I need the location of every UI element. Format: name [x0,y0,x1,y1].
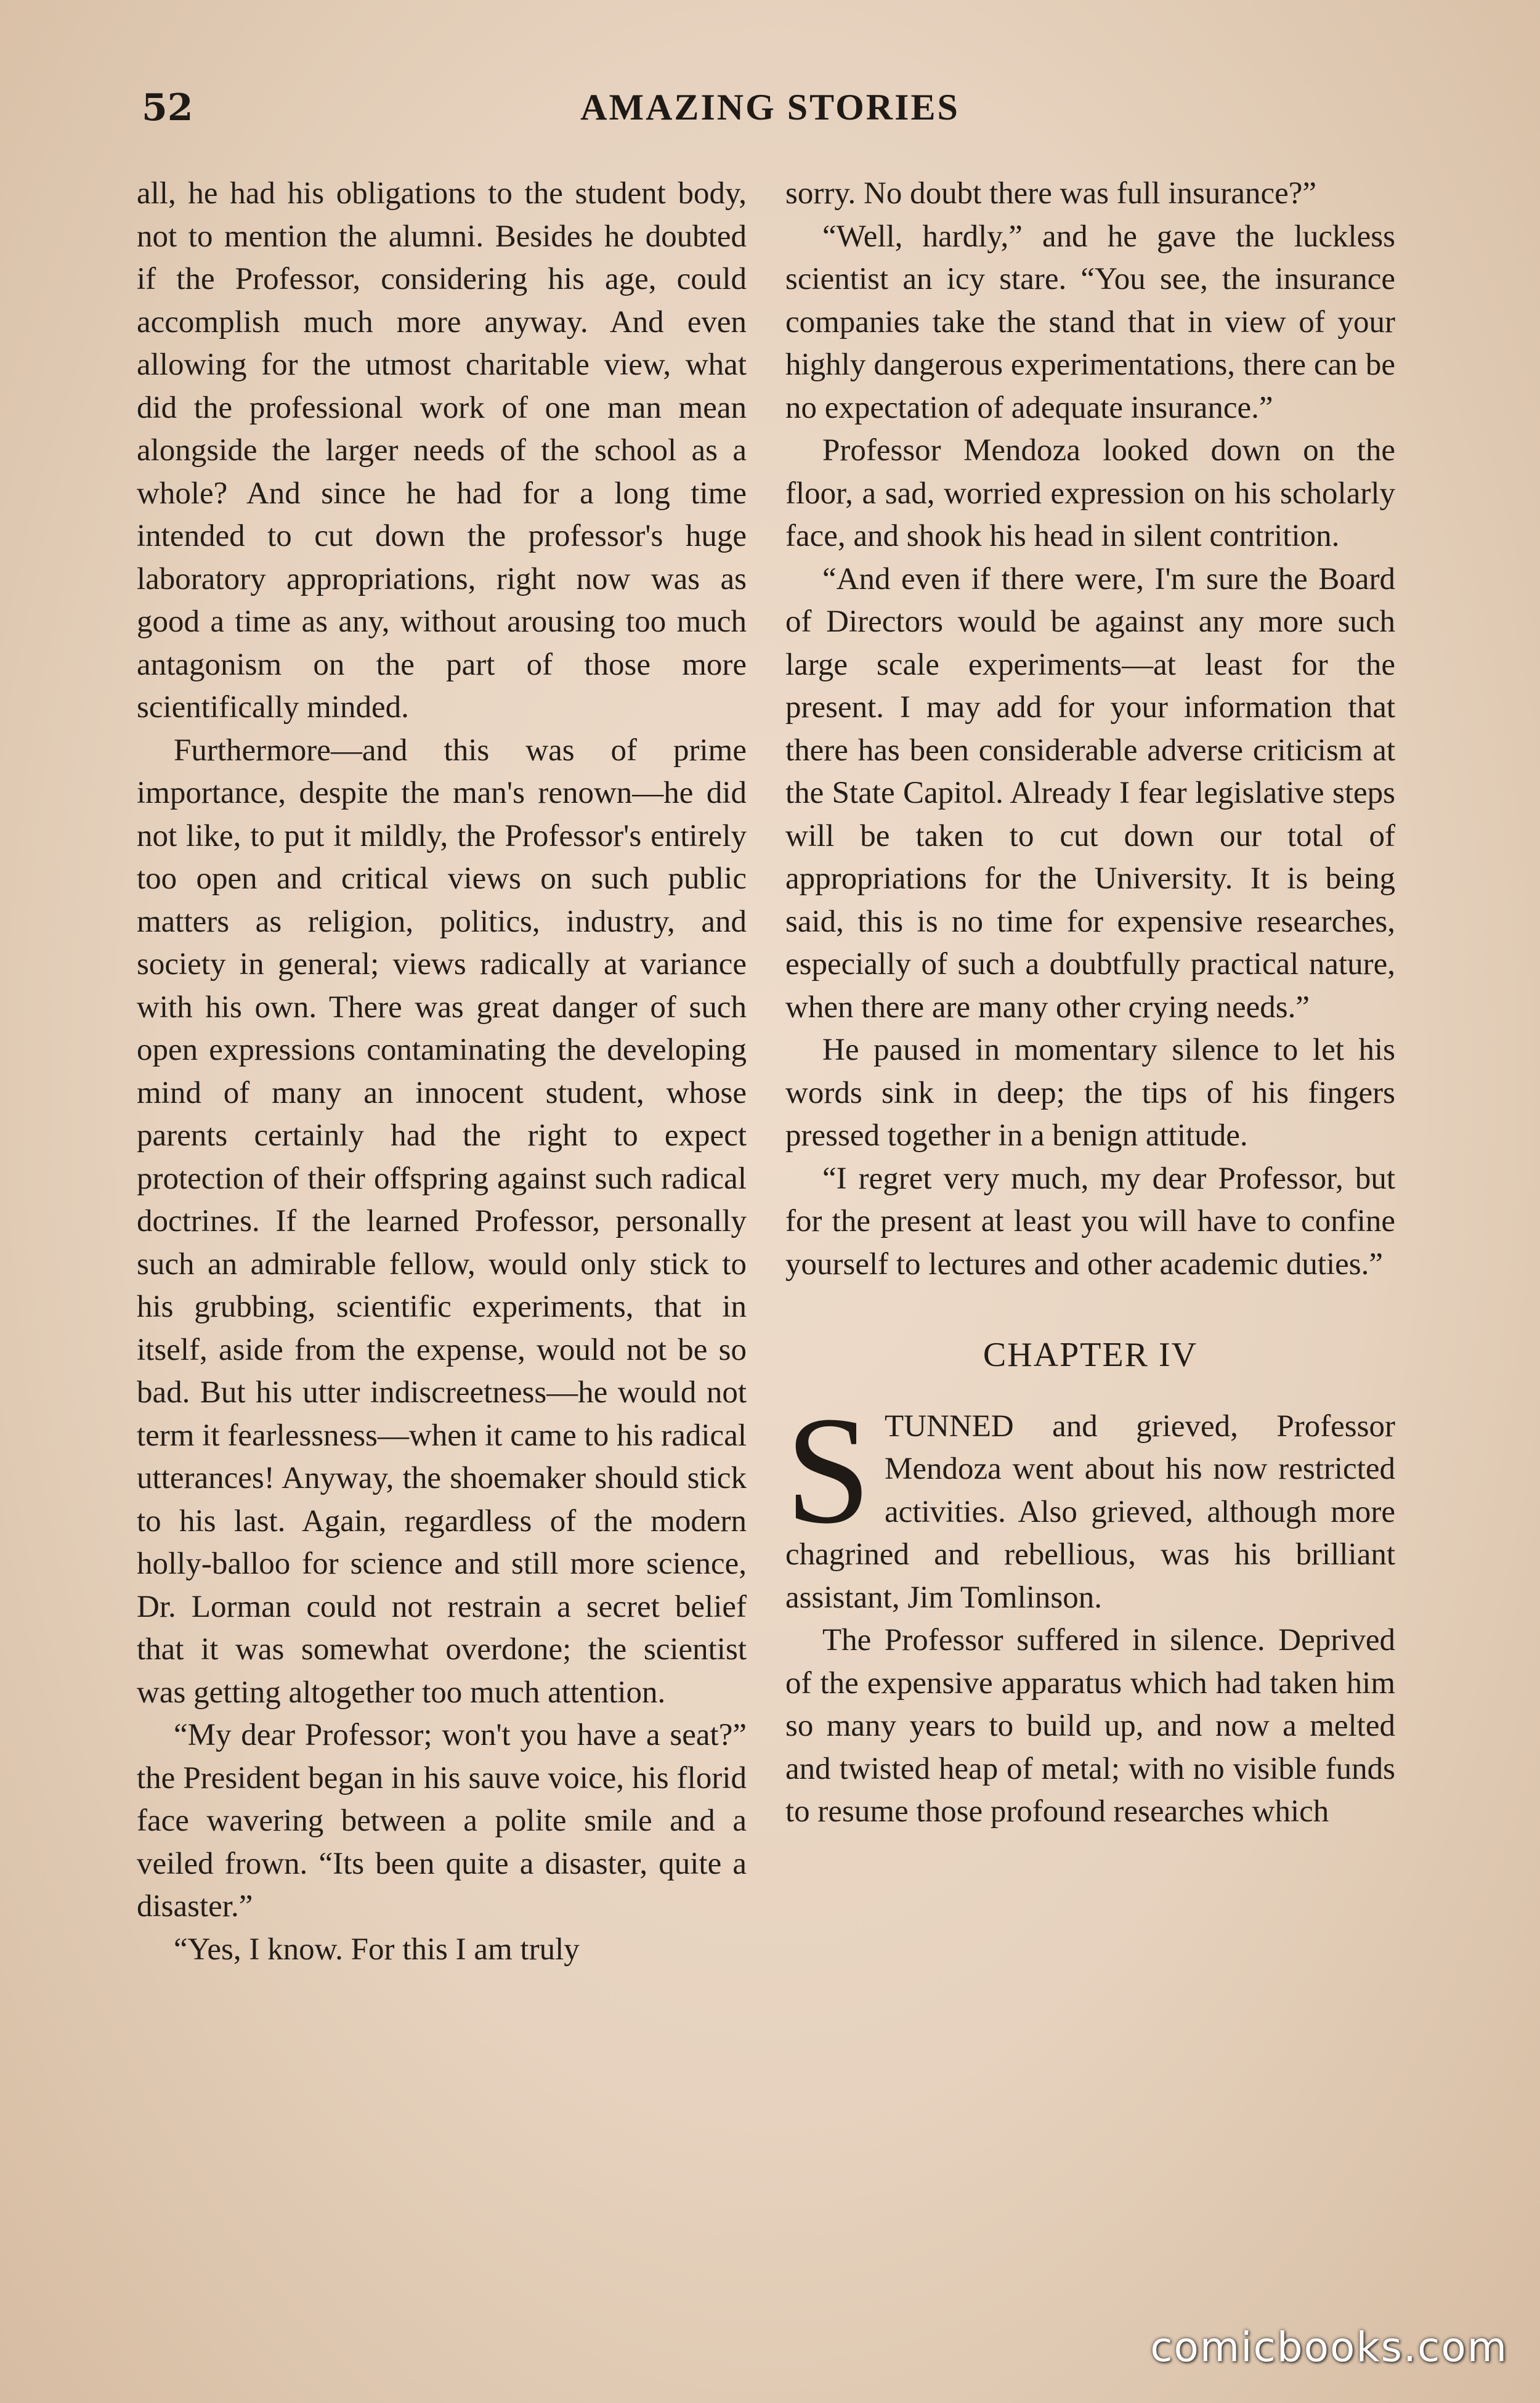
paragraph: all, he had his obligations to the student body, not to mention the alumni. Besides he doubted if the Professor, considering his age, could accomplish much more anyway. And even allowing for the utmost charitable view, what did the professional work of one man mean alongside the larger needs of the school as a whole? And since he had for a long time intended to cut down the professor's huge laboratory appropriations, right now was as good a time as any, without arousing too much antagonism on the part of those more scientifically minded. [137,176,747,725]
running-head: AMAZING STORIES [580,87,960,128]
drop-cap: S [785,1384,872,1556]
paragraph: Furthermore—and this was of prime importance, despite the man's renown—he did not like, to put it mildly, the Professor's entirely too open and critical views on such public matters as religion, politics, industry, and society in general; views radically at variance with his own. There was great danger of such open expressions contaminating the developing mind of many an innocent student, whose parents certainly had the right to expect protection of their offspring against such radical doctrines. If the learned Professor, personally such an admirable fellow, would only stick to his grubbing, scientific experiments, that in itself, aside from the expense, would not be so bad. But his utter indiscreetness—he would not term it fearlessness—when it came to his radical utterances! Anyway, the shoemaker should stick to his last. Again, regardless of the modern holly-balloo for science and still more science, Dr. Lorman could not restrain a secret belief that it was somewhat overdone; the scientist was getting altogether too much attention. [137,733,747,1710]
paragraph: Professor Mendoza looked down on the floor, a sad, worried expression on his scholarly face, and shook his head in silent contrition. [785,433,1395,553]
drop-cap-word: TUNNED [885,1409,1014,1444]
paragraph: sorry. No doubt there was full insurance?” [785,176,1316,211]
paragraph: “Well, hardly,” and he gave the luckless scientist an icy stare. “You see, the insurance companies take the stand that in view of your highly dangerous experimentations, there can be no expectation of adequate insurance.” [785,219,1395,425]
page-header [136,80,1404,148]
paragraph: “I regret very much, my dear Professor, but for the present at least you will have to confine yourself to lectures and other academic duties.” [785,1161,1395,1282]
paragraph: “Yes, I know. For this I am truly [174,1932,580,1967]
paragraph: The Professor suffered in silence. Deprived of the expensive apparatus which had taken him so many years to build up, and now a melted and twisted heap of metal; with no visible funds to resume those profound researches which [785,1623,1395,1829]
watermark: comicbooks.com [1150,2324,1508,2371]
left-column [137,173,747,1971]
chapter-opening-paragraph [785,1384,1395,1620]
paragraph: “And even if there were, I'm sure the Board of Directors would be against any more such large scale experiments—at least for the present. I may add for your information that there has been considerable adverse criticism at the State Capitol. Already I fear legislative steps will be taken to cut down our total of appropriations for the University. It is being said, this is no time for expensive researches, especially of such a doubtfully practical nature, when there are many other crying needs.” [785,561,1395,1025]
page-number: 52 [142,86,193,129]
chapter-heading: CHAPTER IV [983,1336,1198,1374]
paragraph: “My dear Professor; won't you have a seat?” the President began in his sauve voice, his florid face wavering between a polite smile and a veiled frown. “Its been quite a disaster, quite a disaster.” [137,1718,747,1924]
paragraph-text: and grieved, Professor Mendoza went about his now restricted activities. Also grieved, although more chagrined and rebellious, was his brilliant assistant, Jim Tomlinson. [785,1409,1395,1615]
paragraph: He paused in momentary silence to let his words sink in deep; the tips of his fingers pressed together in a benign attitude. [785,1033,1395,1153]
right-column [785,173,1395,1834]
